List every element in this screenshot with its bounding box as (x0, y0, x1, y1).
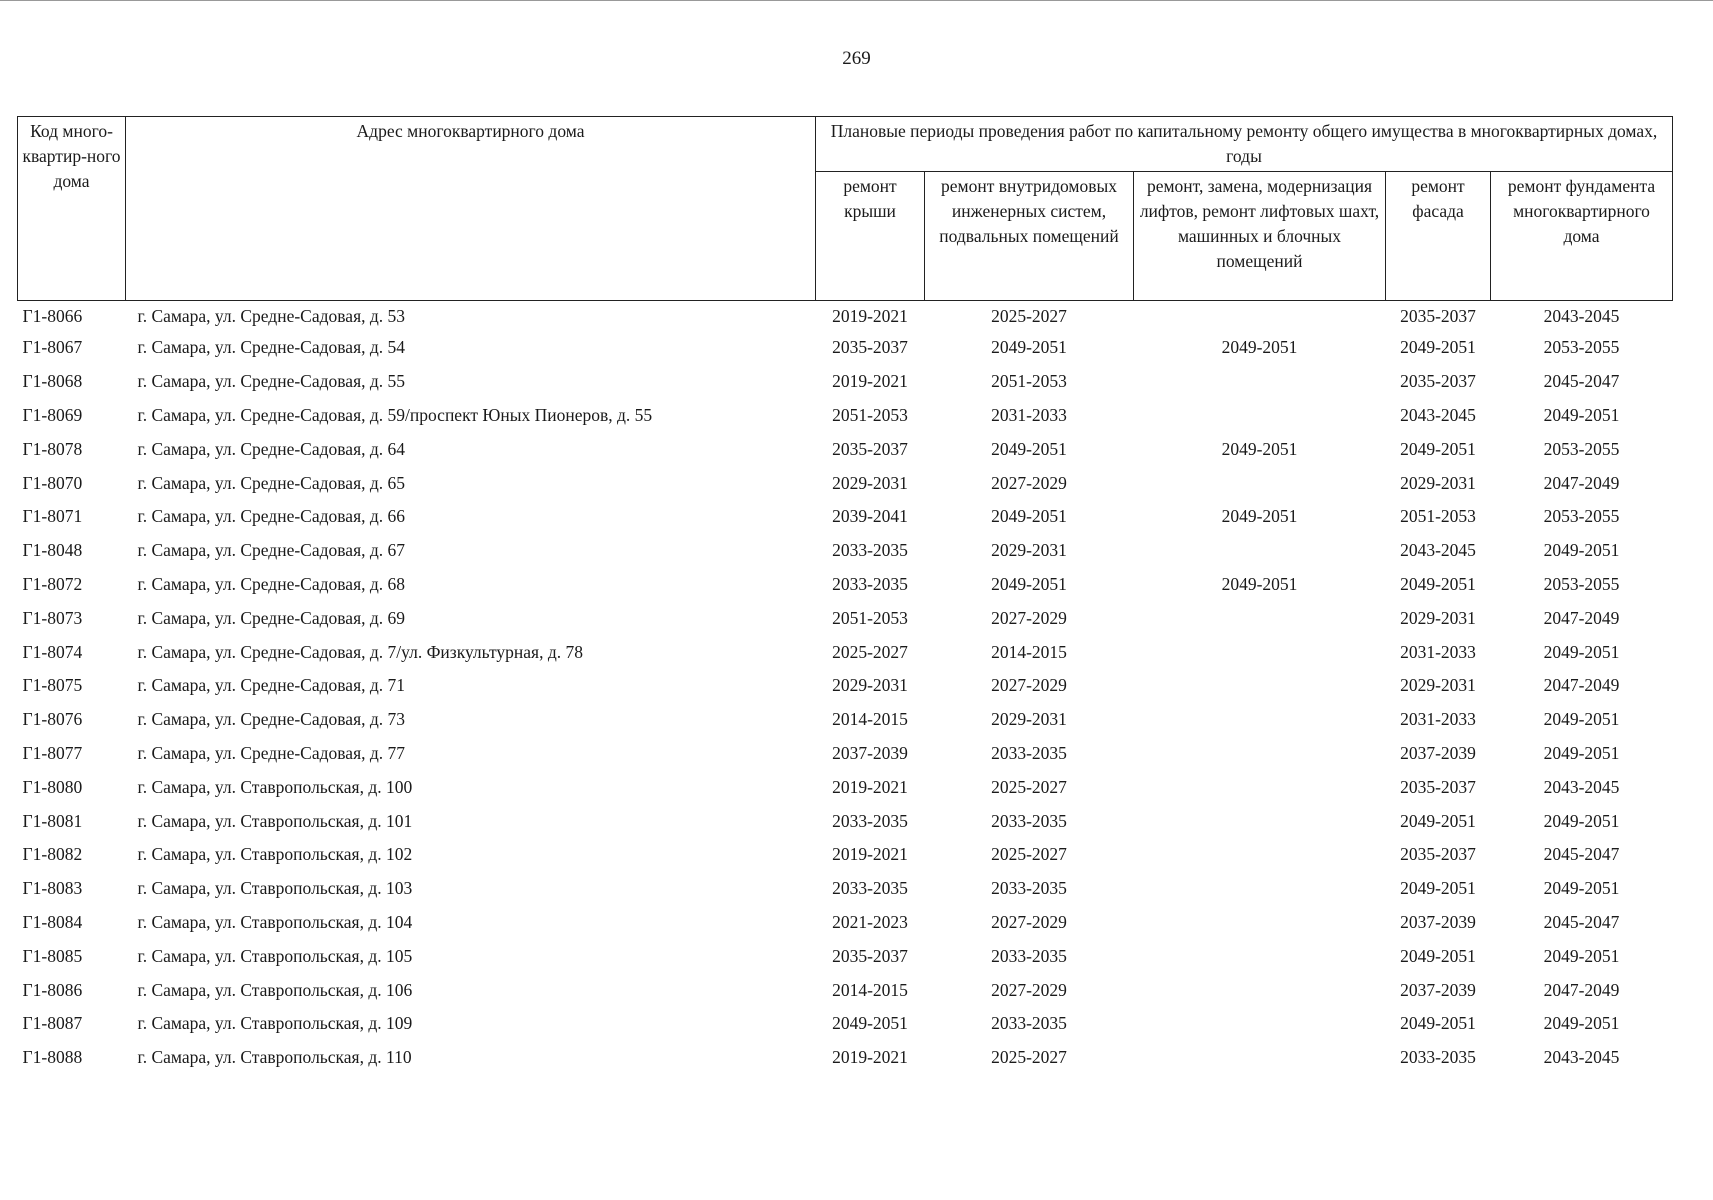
code-cell: Г1-8082 (22, 844, 83, 865)
header-address: Адрес многоквартирного дома (126, 117, 816, 301)
address-cell: г. Самара, ул. Средне-Садовая, д. 59/проспект Юных Пионеров, д. 55 (137, 404, 653, 425)
systems-period-cell: 2025-2027 (991, 844, 1067, 865)
address-cell: г. Самара, ул. Средне-Садовая, д. 53 (137, 305, 406, 326)
foundation-period-cell: 2043-2045 (1543, 305, 1620, 326)
facade-period-cell: 2043-2045 (1400, 404, 1476, 425)
table-row (18, 737, 1673, 771)
table-row (18, 466, 1673, 500)
code-cell: Г1-8087 (22, 1013, 83, 1034)
lifts-period-cell: 2049-2051 (1221, 506, 1298, 527)
code-cell: Г1-8069 (22, 404, 83, 425)
roof-period-cell: 2019-2021 (832, 776, 908, 797)
code-cell: Г1-8073 (22, 607, 83, 628)
facade-period-cell: 2029-2031 (1400, 607, 1476, 628)
systems-period-cell: 2031-2033 (991, 404, 1067, 425)
code-cell: Г1-8070 (22, 472, 83, 493)
lifts-period-cell (1134, 770, 1386, 804)
code-cell: Г1-8068 (22, 371, 83, 392)
roof-period-cell: 2029-2031 (832, 675, 908, 696)
table-row (18, 703, 1673, 737)
code-cell: Г1-8076 (22, 709, 83, 730)
systems-period-cell: 2033-2035 (991, 945, 1067, 966)
table-row (18, 635, 1673, 669)
foundation-period-cell: 2045-2047 (1543, 911, 1620, 932)
facade-period-cell: 2049-2051 (1400, 878, 1476, 899)
systems-period-cell: 2027-2029 (991, 607, 1067, 628)
foundation-period-cell: 2049-2051 (1543, 878, 1620, 899)
header-code: Код много-квартир-ного дома (18, 117, 126, 301)
roof-period-cell: 2033-2035 (832, 540, 908, 561)
systems-period-cell: 2025-2027 (991, 1047, 1067, 1068)
roof-period-cell: 2029-2031 (832, 472, 908, 493)
foundation-period-cell: 2049-2051 (1543, 404, 1620, 425)
roof-period-cell: 2049-2051 (832, 1013, 908, 1034)
lifts-period-cell: 2049-2051 (1221, 573, 1298, 594)
table-row (18, 939, 1673, 973)
code-cell: Г1-8072 (22, 573, 83, 594)
address-cell: г. Самара, ул. Средне-Садовая, д. 7/ул. Физкультурная, д. 78 (137, 641, 583, 662)
roof-period-cell: 2014-2015 (832, 979, 908, 1000)
header-roof: ремонт крыши (816, 172, 925, 301)
facade-period-cell: 2037-2039 (1400, 911, 1476, 932)
table-row (18, 365, 1673, 399)
table-row (18, 601, 1673, 635)
page-number: 269 (842, 48, 871, 69)
address-cell: г. Самара, ул. Ставропольская, д. 105 (137, 945, 413, 966)
roof-period-cell: 2037-2039 (832, 742, 908, 763)
systems-period-cell: 2027-2029 (991, 911, 1067, 932)
facade-period-cell: 2033-2035 (1400, 1047, 1476, 1068)
facade-period-cell: 2035-2037 (1400, 371, 1476, 392)
facade-period-cell: 2035-2037 (1400, 305, 1476, 326)
facade-period-cell: 2049-2051 (1400, 945, 1476, 966)
facade-period-cell: 2037-2039 (1400, 742, 1476, 763)
table-row (18, 770, 1673, 804)
code-cell: Г1-8080 (22, 776, 83, 797)
facade-period-cell: 2043-2045 (1400, 540, 1476, 561)
table-row (18, 331, 1673, 365)
roof-period-cell: 2039-2041 (832, 506, 908, 527)
lifts-period-cell (1134, 601, 1386, 635)
foundation-period-cell: 2049-2051 (1543, 641, 1620, 662)
address-cell: г. Самара, ул. Ставропольская, д. 104 (137, 911, 413, 932)
facade-period-cell: 2049-2051 (1400, 810, 1476, 831)
foundation-period-cell: 2049-2051 (1543, 742, 1620, 763)
address-cell: г. Самара, ул. Ставропольская, д. 106 (137, 979, 413, 1000)
address-cell: г. Самара, ул. Ставропольская, д. 101 (137, 810, 413, 831)
code-cell: Г1-8086 (22, 979, 83, 1000)
code-cell: Г1-8066 (22, 305, 83, 326)
repair-schedule-table (17, 116, 1673, 1075)
code-cell: Г1-8067 (22, 337, 83, 358)
address-cell: г. Самара, ул. Средне-Садовая, д. 67 (137, 540, 406, 561)
foundation-period-cell: 2045-2047 (1543, 371, 1620, 392)
systems-period-cell: 2049-2051 (991, 573, 1067, 594)
foundation-period-cell: 2049-2051 (1543, 540, 1620, 561)
foundation-period-cell: 2047-2049 (1543, 472, 1620, 493)
lifts-period-cell (1134, 1041, 1386, 1075)
facade-period-cell: 2049-2051 (1400, 438, 1476, 459)
lifts-period-cell (1134, 1007, 1386, 1041)
lifts-period-cell: 2049-2051 (1221, 438, 1298, 459)
roof-period-cell: 2014-2015 (832, 709, 908, 730)
roof-period-cell: 2035-2037 (832, 945, 908, 966)
facade-period-cell: 2035-2037 (1400, 776, 1476, 797)
table-row (18, 973, 1673, 1007)
table-body (18, 301, 1673, 1075)
table-row (18, 399, 1673, 433)
header-systems: ремонт внутридомовых инженерных систем, подвальных помещений (925, 172, 1134, 301)
systems-period-cell: 2049-2051 (991, 506, 1067, 527)
code-cell: Г1-8083 (22, 878, 83, 899)
table-row (18, 568, 1673, 602)
header-foundation: ремонт фундамента многоквартирного дома (1491, 172, 1673, 301)
lifts-period-cell (1134, 804, 1386, 838)
code-cell: Г1-8078 (22, 438, 83, 459)
code-cell: Г1-8075 (22, 675, 83, 696)
address-cell: г. Самара, ул. Средне-Садовая, д. 65 (137, 472, 406, 493)
facade-period-cell: 2049-2051 (1400, 573, 1476, 594)
roof-period-cell: 2025-2027 (832, 641, 908, 662)
foundation-period-cell: 2043-2045 (1543, 1047, 1620, 1068)
code-cell: Г1-8085 (22, 945, 83, 966)
foundation-period-cell: 2049-2051 (1543, 810, 1620, 831)
systems-period-cell: 2027-2029 (991, 979, 1067, 1000)
lifts-period-cell (1134, 906, 1386, 940)
address-cell: г. Самара, ул. Ставропольская, д. 100 (137, 776, 413, 797)
facade-period-cell: 2037-2039 (1400, 979, 1476, 1000)
foundation-period-cell: 2049-2051 (1543, 945, 1620, 966)
roof-period-cell: 2019-2021 (832, 844, 908, 865)
table-row (18, 432, 1673, 466)
address-cell: г. Самара, ул. Средне-Садовая, д. 73 (137, 709, 406, 730)
address-cell: г. Самара, ул. Ставропольская, д. 109 (137, 1013, 413, 1034)
code-cell: Г1-8081 (22, 810, 83, 831)
table-row (18, 872, 1673, 906)
lifts-period-cell (1134, 939, 1386, 973)
foundation-period-cell: 2047-2049 (1543, 607, 1620, 628)
roof-period-cell: 2035-2037 (832, 438, 908, 459)
address-cell: г. Самара, ул. Средне-Садовая, д. 69 (137, 607, 406, 628)
facade-period-cell: 2031-2033 (1400, 709, 1476, 730)
address-cell: г. Самара, ул. Средне-Садовая, д. 77 (137, 742, 406, 763)
facade-period-cell: 2049-2051 (1400, 337, 1476, 358)
table-header (18, 117, 1673, 301)
table-row (18, 534, 1673, 568)
header-facade: ремонт фасада (1386, 172, 1491, 301)
table-row (18, 838, 1673, 872)
systems-period-cell: 2029-2031 (991, 709, 1067, 730)
lifts-period-cell (1134, 466, 1386, 500)
roof-period-cell: 2021-2023 (832, 911, 908, 932)
lifts-period-cell (1134, 399, 1386, 433)
table-row (18, 669, 1673, 703)
code-cell: Г1-8071 (22, 506, 83, 527)
foundation-period-cell: 2047-2049 (1543, 979, 1620, 1000)
header-lifts: ремонт, замена, модернизация лифтов, ремонт лифтовых шахт, машинных и блочных помещений (1134, 172, 1386, 301)
lifts-period-cell (1134, 872, 1386, 906)
address-cell: г. Самара, ул. Средне-Садовая, д. 54 (137, 337, 406, 358)
facade-period-cell: 2031-2033 (1400, 641, 1476, 662)
systems-period-cell: 2027-2029 (991, 472, 1067, 493)
foundation-period-cell: 2053-2055 (1543, 573, 1620, 594)
facade-period-cell: 2035-2037 (1400, 844, 1476, 865)
foundation-period-cell: 2045-2047 (1543, 844, 1620, 865)
lifts-period-cell (1134, 365, 1386, 399)
table-row (18, 906, 1673, 940)
foundation-period-cell: 2053-2055 (1543, 438, 1620, 459)
systems-period-cell: 2049-2051 (991, 337, 1067, 358)
address-cell: г. Самара, ул. Ставропольская, д. 103 (137, 878, 413, 899)
systems-period-cell: 2033-2035 (991, 1013, 1067, 1034)
systems-period-cell: 2033-2035 (991, 878, 1067, 899)
lifts-period-cell (1134, 301, 1386, 332)
lifts-period-cell: 2049-2051 (1221, 337, 1298, 358)
lifts-period-cell (1134, 534, 1386, 568)
systems-period-cell: 2029-2031 (991, 540, 1067, 561)
systems-period-cell: 2051-2053 (991, 371, 1067, 392)
roof-period-cell: 2051-2053 (832, 404, 908, 425)
systems-period-cell: 2033-2035 (991, 810, 1067, 831)
code-cell: Г1-8077 (22, 742, 83, 763)
table-row (18, 500, 1673, 534)
lifts-period-cell (1134, 838, 1386, 872)
code-cell: Г1-8074 (22, 641, 83, 662)
roof-period-cell: 2035-2037 (832, 337, 908, 358)
roof-period-cell: 2051-2053 (832, 607, 908, 628)
roof-period-cell: 2019-2021 (832, 305, 908, 326)
lifts-period-cell (1134, 737, 1386, 771)
foundation-period-cell: 2049-2051 (1543, 709, 1620, 730)
systems-period-cell: 2027-2029 (991, 675, 1067, 696)
roof-period-cell: 2033-2035 (832, 878, 908, 899)
table-row (18, 804, 1673, 838)
lifts-period-cell (1134, 635, 1386, 669)
roof-period-cell: 2019-2021 (832, 1047, 908, 1068)
facade-period-cell: 2051-2053 (1400, 506, 1476, 527)
table-row (18, 1007, 1673, 1041)
code-cell: Г1-8048 (22, 540, 83, 561)
lifts-period-cell (1134, 703, 1386, 737)
systems-period-cell: 2014-2015 (991, 641, 1067, 662)
systems-period-cell: 2025-2027 (991, 305, 1067, 326)
table-row (18, 1041, 1673, 1075)
lifts-period-cell (1134, 973, 1386, 1007)
address-cell: г. Самара, ул. Средне-Садовая, д. 64 (137, 438, 406, 459)
code-cell: Г1-8088 (22, 1047, 83, 1068)
code-cell: Г1-8084 (22, 911, 83, 932)
foundation-period-cell: 2047-2049 (1543, 675, 1620, 696)
roof-period-cell: 2033-2035 (832, 573, 908, 594)
header-periods: Плановые периоды проведения работ по капитальному ремонту общего имущества в многоквартирных домах, годы (816, 117, 1673, 172)
address-cell: г. Самара, ул. Средне-Садовая, д. 71 (137, 675, 406, 696)
lifts-period-cell (1134, 669, 1386, 703)
facade-period-cell: 2049-2051 (1400, 1013, 1476, 1034)
roof-period-cell: 2019-2021 (832, 371, 908, 392)
address-cell: г. Самара, ул. Ставропольская, д. 110 (137, 1047, 412, 1068)
facade-period-cell: 2029-2031 (1400, 675, 1476, 696)
systems-period-cell: 2049-2051 (991, 438, 1067, 459)
systems-period-cell: 2033-2035 (991, 742, 1067, 763)
systems-period-cell: 2025-2027 (991, 776, 1067, 797)
address-cell: г. Самара, ул. Ставропольская, д. 102 (137, 844, 413, 865)
foundation-period-cell: 2053-2055 (1543, 506, 1620, 527)
address-cell: г. Самара, ул. Средне-Садовая, д. 68 (137, 573, 406, 594)
foundation-period-cell: 2043-2045 (1543, 776, 1620, 797)
table-row (18, 301, 1673, 332)
address-cell: г. Самара, ул. Средне-Садовая, д. 66 (137, 506, 406, 527)
facade-period-cell: 2029-2031 (1400, 472, 1476, 493)
address-cell: г. Самара, ул. Средне-Садовая, д. 55 (137, 371, 406, 392)
foundation-period-cell: 2049-2051 (1543, 1013, 1620, 1034)
roof-period-cell: 2033-2035 (832, 810, 908, 831)
foundation-period-cell: 2053-2055 (1543, 337, 1620, 358)
page-top-border (0, 0, 1713, 1)
